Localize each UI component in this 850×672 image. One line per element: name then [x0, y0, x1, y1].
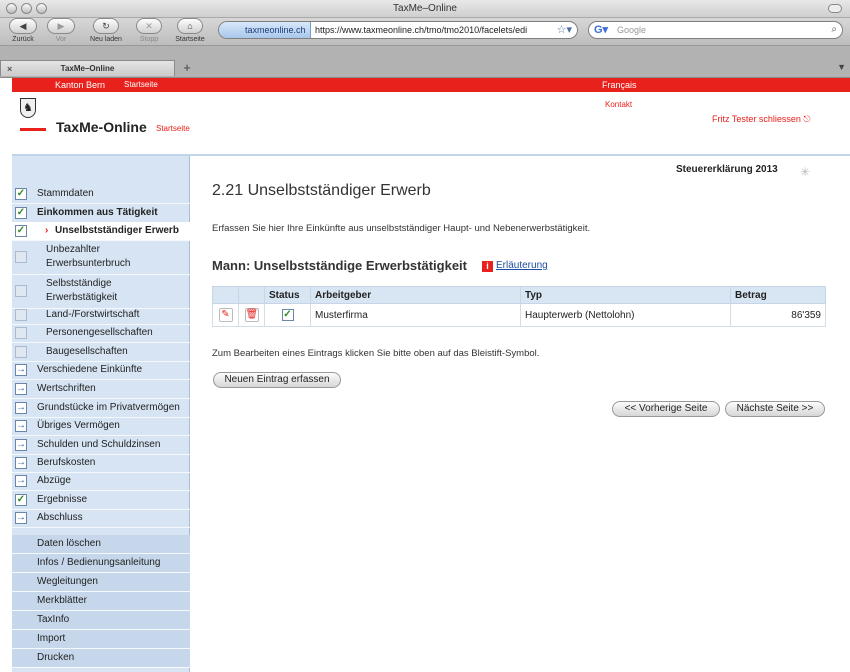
- forward-label: Vor: [55, 36, 67, 43]
- canton-bar: [12, 78, 850, 92]
- nav-item-label: Berufskosten: [37, 457, 96, 468]
- table-header-row: [213, 287, 826, 304]
- logout-label: Fritz Tester schliessen: [712, 114, 801, 124]
- site-identity-badge[interactable]: taxmeonline.ch: [219, 22, 311, 38]
- nav-item-label: Wertschriften: [37, 383, 96, 394]
- section-heading: Mann: Unselbstständige Erwerbstätigkeit: [212, 258, 467, 273]
- nav-item-label-group: [46, 277, 117, 305]
- arrow-right-icon: →: [16, 439, 26, 450]
- language-link[interactable]: Français: [602, 80, 637, 90]
- window-title: TaxMe–Online: [393, 3, 457, 14]
- arrow-right-icon: →: [16, 512, 26, 523]
- zoom-window-button[interactable]: [36, 3, 47, 14]
- stop-label: Stopp: [139, 36, 159, 43]
- tool-taxinfo[interactable]: TaxInfo: [12, 611, 190, 630]
- nav-item-wertschriften[interactable]: [12, 380, 190, 399]
- page-title: 2.21 Unselbstständiger Erwerb: [212, 182, 431, 199]
- nav-item-label: Abzüge: [37, 475, 71, 486]
- home-button[interactable]: [170, 18, 210, 46]
- back-arrow-icon: ◀: [9, 18, 37, 34]
- previous-page-button[interactable]: << Vorherige Seite: [612, 401, 720, 417]
- main-content: [190, 158, 850, 672]
- nav-item-label: Grundstücke im Privatvermögen: [37, 402, 180, 413]
- nav-item-label: Baugesellschaften: [46, 346, 128, 357]
- tab-taxme-online[interactable]: [0, 60, 175, 76]
- google-icon[interactable]: G▾: [594, 24, 609, 36]
- check-icon: ✓: [283, 309, 292, 320]
- nav-item-selbststaendige[interactable]: [12, 275, 190, 309]
- site-header: [12, 92, 850, 156]
- url-text[interactable]: https://www.taxmeonline.ch/tmo/tmo2010/facelets/edi: [315, 25, 528, 35]
- header-delete: [239, 287, 265, 304]
- minimize-window-button[interactable]: [21, 3, 32, 14]
- empty-status-icon: [15, 327, 27, 339]
- back-label: Zurück: [12, 36, 34, 43]
- brand-line: [20, 128, 46, 131]
- stop-button[interactable]: [134, 18, 164, 46]
- arrow-right-icon: →: [16, 420, 26, 431]
- canton-link[interactable]: Kanton Bern: [55, 80, 106, 90]
- type-cell: Haupterwerb (Nettolohn): [521, 304, 731, 327]
- nav-item-label: Ergebnisse: [37, 494, 88, 505]
- address-bar[interactable]: [218, 21, 578, 39]
- tool-wegleitungen[interactable]: Wegleitungen: [12, 573, 190, 592]
- close-tab-icon[interactable]: ×: [7, 64, 13, 74]
- status-cell: [265, 304, 311, 327]
- nav-item-baugesellschaften[interactable]: [12, 343, 190, 362]
- pencil-icon[interactable]: ✎: [219, 308, 233, 322]
- nav-item-landwirtschaft[interactable]: [12, 306, 190, 325]
- forward-button[interactable]: [44, 18, 78, 46]
- nav-item-label-line1: Unbezahlter: [46, 244, 100, 255]
- employer-cell: Musterfirma: [311, 304, 521, 327]
- forward-arrow-icon: ▶: [47, 18, 75, 34]
- arrow-right-icon: →: [16, 475, 26, 486]
- home-icon: ⌂: [177, 18, 203, 34]
- reload-label: Neu laden: [90, 36, 122, 43]
- header-status: Status: [265, 287, 311, 304]
- intro-text: Erfassen Sie hier Ihre Einkünfte aus unselbstständiger Haupt- und Nebenerwerbstätigkeit.: [212, 223, 591, 234]
- nav-item-label: Personengesellschaften: [46, 327, 153, 338]
- nav-item-uebriges-vermoegen[interactable]: [12, 417, 190, 436]
- tool-daten-loeschen[interactable]: Daten löschen: [12, 535, 190, 554]
- info-icon[interactable]: i: [482, 261, 493, 272]
- stop-icon: ✕: [136, 18, 162, 34]
- loading-spinner-icon: ✳: [800, 165, 811, 179]
- income-table: [212, 286, 826, 327]
- next-page-button[interactable]: Nächste Seite >>: [725, 401, 825, 417]
- nav-item-label-line1: Selbstständige: [46, 278, 112, 289]
- tool-drucken[interactable]: Drucken: [12, 649, 190, 668]
- nav-item-berufskosten[interactable]: [12, 454, 190, 473]
- nav-item-abschluss[interactable]: [12, 509, 190, 528]
- nav-item-ergebnisse[interactable]: [12, 491, 190, 510]
- nav-item-label: Land-/Forstwirtschaft: [46, 309, 140, 320]
- reload-icon: ↻: [93, 18, 119, 34]
- delete-cell: [239, 304, 265, 327]
- nav-item-grundstuecke[interactable]: [12, 399, 190, 418]
- arrow-right-icon: →: [16, 364, 26, 375]
- canton-home-link[interactable]: Startseite: [124, 80, 158, 89]
- nav-item-label: Übriges Vermögen: [37, 420, 120, 431]
- back-button[interactable]: [6, 18, 40, 46]
- user-exit-icon: ⎋: [803, 114, 811, 124]
- nav-item-label: Einkommen aus Tätigkeit: [37, 207, 158, 218]
- site-title: TaxMe-Online: [56, 119, 147, 135]
- edit-hint: Zum Bearbeiten eines Eintrags klicken Sie bitte oben auf das Bleistift-Symbol.: [212, 348, 540, 359]
- search-bar[interactable]: [588, 21, 843, 39]
- arrow-right-icon: →: [16, 402, 26, 413]
- header-edit: [213, 287, 239, 304]
- nav-item-schulden[interactable]: [12, 436, 190, 455]
- bookmark-star-icon[interactable]: ☆▾: [556, 24, 572, 36]
- nav-item-label-line2: Erwerbsunterbruch: [46, 258, 131, 269]
- tab-title: TaxMe–Online: [60, 64, 115, 73]
- nav-item-personengesellschaften[interactable]: [12, 324, 190, 343]
- check-icon: ✓: [16, 207, 26, 218]
- nav-item-label-group: [46, 243, 130, 271]
- search-placeholder: Google: [617, 25, 647, 35]
- search-icon[interactable]: ⌕: [831, 24, 837, 35]
- header-amount: Betrag: [731, 287, 826, 304]
- toolbar-toggle-button[interactable]: [828, 4, 842, 13]
- current-page-chevron-icon: ›: [45, 225, 49, 236]
- home-label: Startseite: [175, 36, 205, 43]
- nav-item-einkommen[interactable]: [12, 204, 190, 223]
- nav-item-verschiedene-einkuenfte[interactable]: [12, 361, 190, 380]
- contact-link[interactable]: Kontakt: [605, 100, 633, 109]
- logout-link[interactable]: [712, 114, 811, 125]
- tab-strip: [0, 46, 850, 78]
- info-link[interactable]: Erläuterung: [496, 260, 548, 271]
- nav-item-erwerbsunterbruch[interactable]: [12, 241, 190, 275]
- nav-item-label: Schulden und Schuldzinsen: [37, 439, 161, 450]
- empty-status-icon: [15, 251, 27, 263]
- bern-crest-icon: ♞: [20, 98, 36, 118]
- site-home-link[interactable]: Startseite: [156, 124, 190, 133]
- check-icon: ✓: [16, 494, 26, 505]
- tool-infos[interactable]: Infos / Bedienungsanleitung: [12, 554, 190, 573]
- header-employer: Arbeitgeber: [311, 287, 521, 304]
- check-icon: ✓: [16, 188, 26, 199]
- nav-item-label: Unselbstständiger Erwerb: [55, 225, 179, 236]
- close-window-button[interactable]: [6, 3, 17, 14]
- tool-import[interactable]: Import: [12, 630, 190, 649]
- nav-item-label: Abschluss: [37, 512, 83, 523]
- empty-status-icon: [15, 285, 27, 297]
- nav-item-unselbststaendiger-erwerb[interactable]: [12, 222, 190, 241]
- reload-button[interactable]: [84, 18, 128, 46]
- window-titlebar: [0, 0, 850, 18]
- arrow-right-icon: →: [16, 457, 26, 468]
- header-type: Typ: [521, 287, 731, 304]
- tool-merkblaetter[interactable]: Merkblätter: [12, 592, 190, 611]
- empty-status-icon: [15, 309, 27, 321]
- empty-status-icon: [15, 346, 27, 358]
- nav-item-label: Verschiedene Einkünfte: [37, 364, 143, 375]
- tab-menu-icon[interactable]: ▼: [837, 62, 846, 72]
- left-navigation: [12, 156, 190, 672]
- nav-item-label-line2: Erwerbstätigkeit: [46, 292, 118, 303]
- nav-item-abzuege[interactable]: [12, 472, 190, 491]
- table-row: [213, 304, 826, 327]
- new-entry-button[interactable]: Neuen Eintrag erfassen: [213, 372, 341, 388]
- edit-cell: [213, 304, 239, 327]
- trash-icon[interactable]: 🗑: [245, 309, 259, 320]
- nav-item-stammdaten[interactable]: [12, 185, 190, 204]
- check-icon: ✓: [16, 225, 26, 236]
- form-title: Steuererklärung 2013: [676, 164, 778, 175]
- new-tab-button[interactable]: +: [183, 60, 191, 75]
- amount-cell: 86'359: [731, 304, 826, 327]
- nav-item-label: Stammdaten: [37, 188, 94, 199]
- arrow-right-icon: →: [16, 383, 26, 394]
